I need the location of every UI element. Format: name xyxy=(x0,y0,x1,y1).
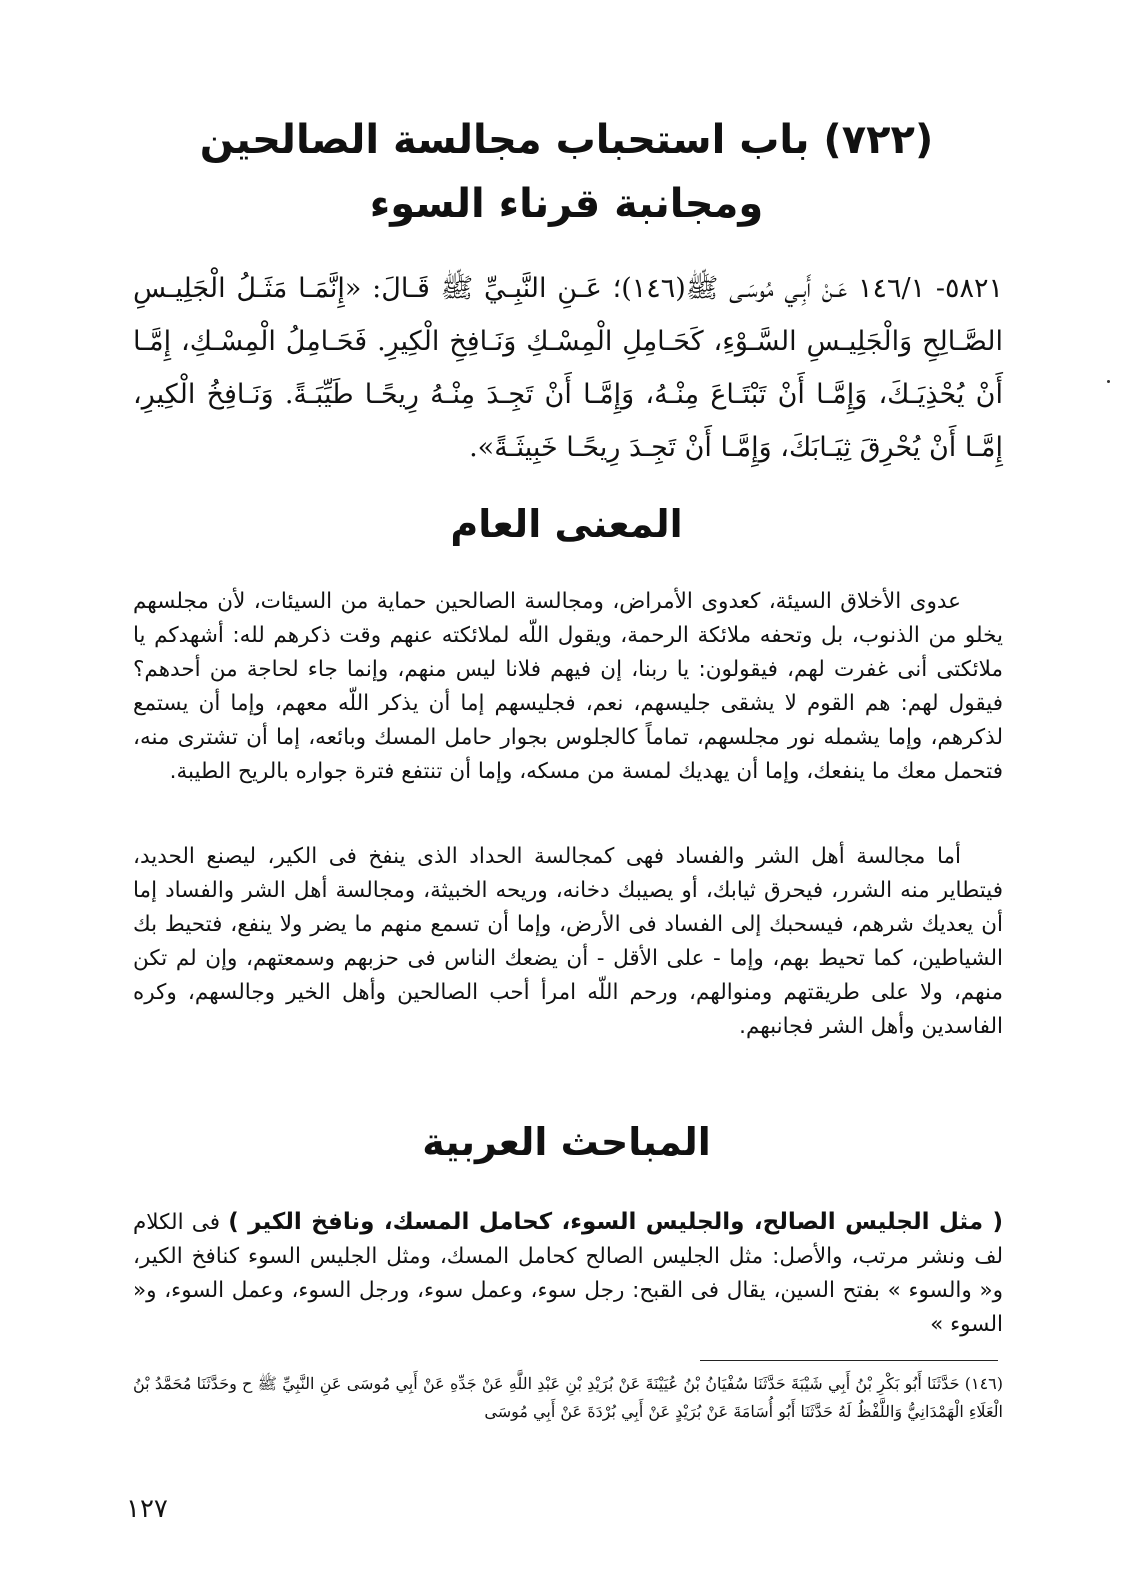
arabic-topics-text: فى الكلام لف ونشر مرتب، والأصل: مثل الجليس الصالح كحامل المسك، ومثل الجليس السوء كنافخ الكير، و« والسوء » بفتح السين، يقال فى القبح: رجل سوء، وعمل سوء، ورجل السوء، وعمل السوء، و« السوء » xyxy=(133,1210,1003,1337)
general-meaning-paragraph-2: أما مجالسة أهل الشر والفساد فهى كمجالسة الحداد الذى ينفخ فى الكير، ليصنع الحديد، فيتطاير منه الشرر، فيحرق ثيابك، أو يصيبك دخانه، وريحه الخبيثة، ومجالسة أهل الشر والفساد إما أن يعديك شرهم، فيسحبك إلى الفساد فى الأرض، وإما أن تسمع منهم ما يضر ولا ينفع، فتحيط بك الشياطين، كما تحيط بهم، وإما - على الأقل - أن يضعك الناس فى حزبهم وسمعتهم، وإن لم تكن منهم، ولا على طريقتهم ومنوالهم، ورحم اللّه امرأ أحب الصالحين وأهل الخير وجالسهم، وكره الفاسدين وأهل الشر فجانبهم. xyxy=(133,844,1003,1039)
hadith-text: ٥٨٢١- ١٤٦/١ عَـنْ أَبِـي مُوسَـى ﷺ(١٤٦)؛ عَـنِ النَّبِـيِّ ﷺ قَـالَ: «إِنَّمَـا مَثَـلُ الْجَلِيـسِ الصَّـالِحِ وَالْجَلِيـسِ السَّـوْءِ، كَحَـامِلِ الْمِسْـكِ وَنَـافِخِ الْكِيرِ. فَحَـامِلُ الْمِسْـكِ، إِمَّـا أَنْ يُحْذِيَـكَ، وَإِمَّـا أَنْ تَبْتَـاعَ مِنْـهُ، وَإِمَّـا أَنْ تَجِـدَ مِنْـهُ رِيحًـا طَيِّبَـةً. وَنَـافِخُ الْكِيرِ، إِمَّـا أَنْ يُحْرِقَ ثِيَـابَكَ، وَإِمَّـا أَنْ تَجِـدَ رِيحًـا خَبِيثَـةً». xyxy=(133,273,1003,463)
arabic-topics-heading: المباحث العربية xyxy=(422,1120,711,1164)
general-meaning-paragraph-1: عدوى الأخلاق السيئة، كعدوى الأمراض، ومجالسة الصالحين حماية من السيئات، لأن مجلسهم يخلو من الذنوب، بل وتحفه ملائكة الرحمة، ويقول اللّه لملائكته عنهم وقت ذكرهم لله: أشهدكم يا ملائكتى أنى غفرت لهم، فيقولون: يا ربنا، إن فيهم فلانا ليس منهم، وإنما جاء لحاجة من أحدهم؟ فيقول لهم: هم القوم لا يشقى جليسهم، نعم، فجليسهم إما أن يذكر اللّه معهم، وإما أن يستمع لذكرهم، وإما يشمله نور مجلسهم، تماماً كالجلوس بجوار حامل المسك وبائعه، إما أن تشترى منه، فتحمل معك ما ينفعك، وإما أن يهديك لمسة من مسكه، وإما أن تنتفع فترة جواره بالريح الطيبة. xyxy=(133,589,1003,784)
arabic-topics-paragraph xyxy=(133,1205,1003,1342)
footnote-divider xyxy=(700,1360,998,1361)
bold-phrase: ( مثل الجليس الصالح، والجليس السوء، كحامل المسك، ونافخ الكير ) xyxy=(228,1209,1004,1235)
general-meaning-heading: المعنى العام xyxy=(450,502,683,546)
footnote: (١٤٦) حَدَّثَنَا أَبُو بَكْرِ بْنُ أَبِي شَيْبَةَ حَدَّثَنَا سُفْيَانُ بْنُ عُيَيْنَةَ عَنْ بُرَيْدِ بْنِ عَبْدِ اللَّهِ عَنْ جَدِّهِ عَنْ أَبِي مُوسَى عَنِ النَّبِيِّ ﷺ ح وحَدَّثَنَا مُحَمَّدُ بْنُ الْعَلَاءِ الْهَمْدَانِيُّ وَاللَّفْظُ لَهُ حَدَّثَنَا أَبُو أُسَامَةَ عَنْ بُرَيْدٍ عَنْ أَبِي بُرْدَةَ عَنْ أَبِي مُوسَى xyxy=(133,1374,1003,1421)
scan-speck xyxy=(1107,380,1110,383)
page-number: ١٢٧ xyxy=(126,1494,168,1524)
chapter-title-line2: ومجانبة قرناء السوء xyxy=(369,181,764,227)
chapter-title-line1: (٧٢٢) باب استحباب مجالسة الصالحين xyxy=(199,117,934,163)
